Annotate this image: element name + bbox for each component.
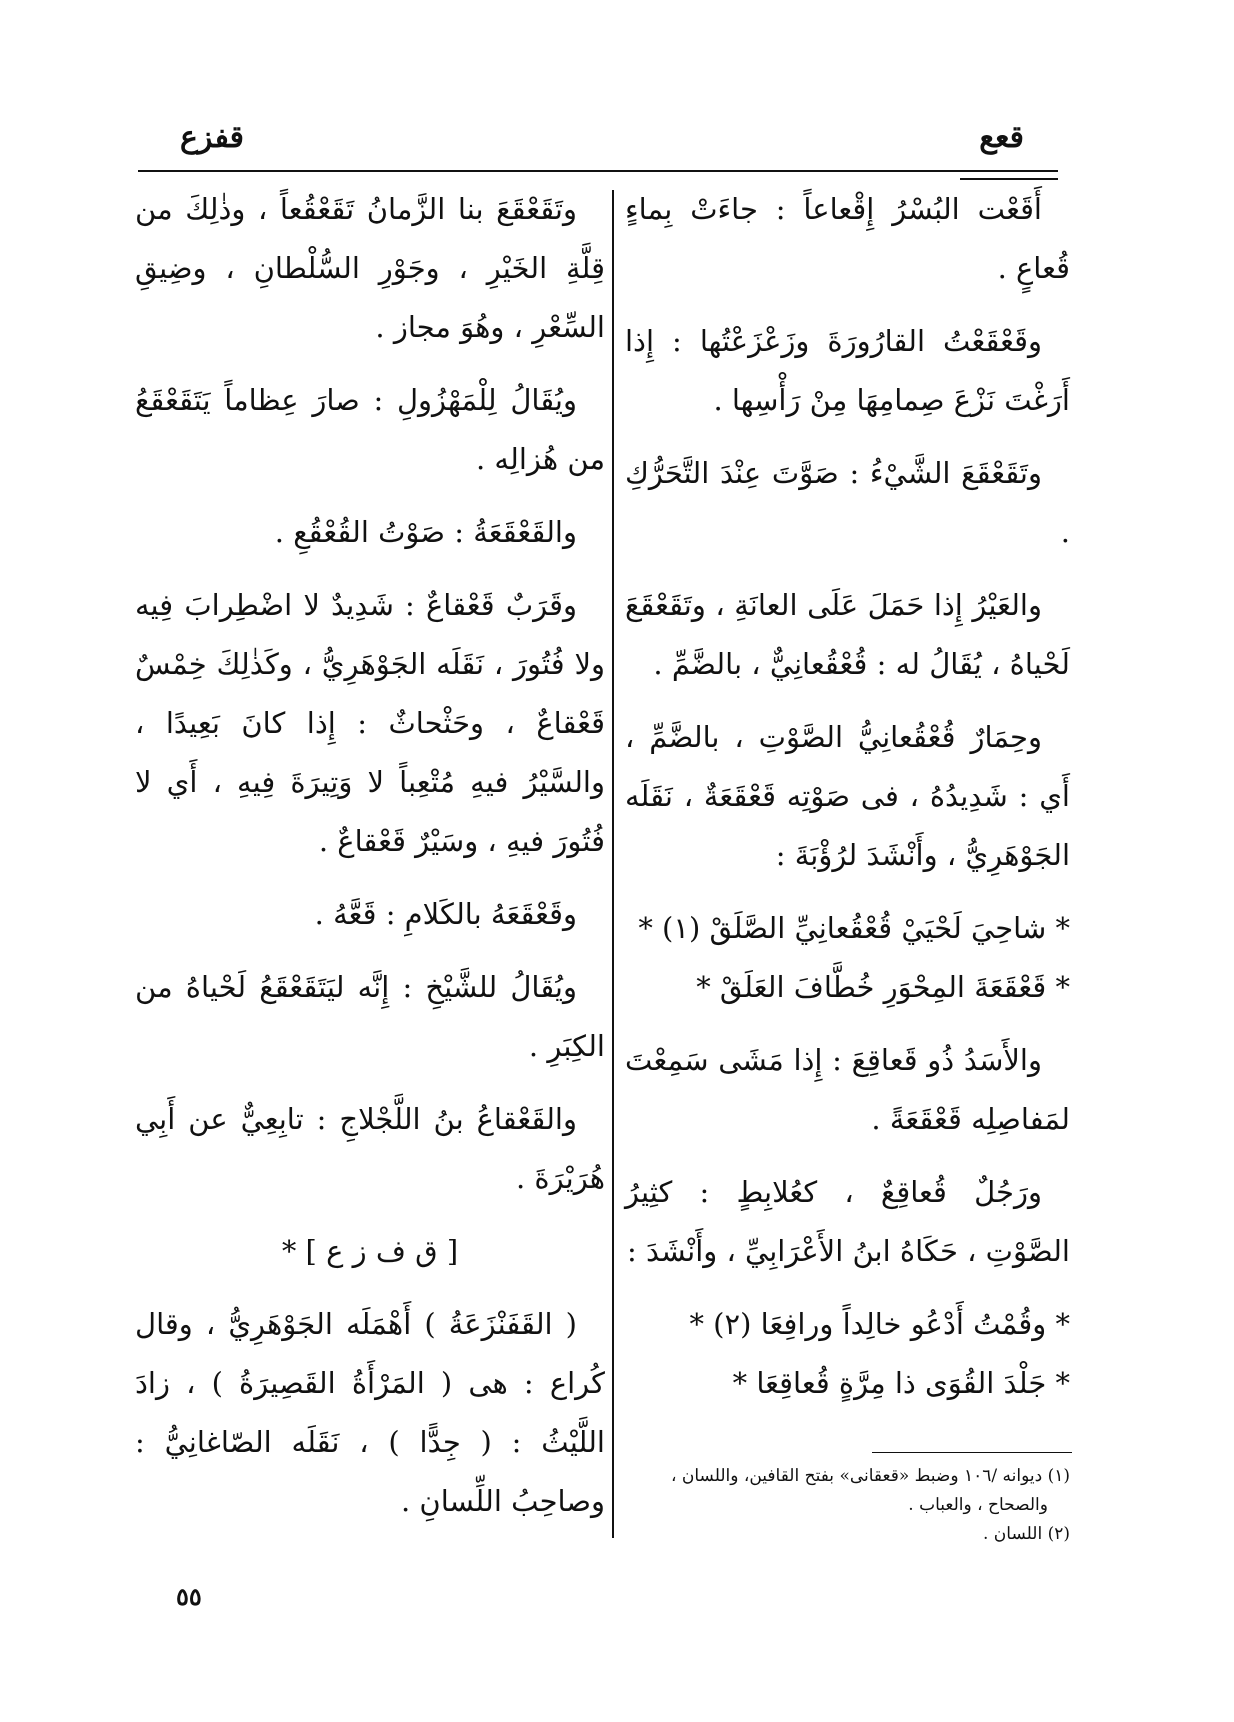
- verse-line: * جَلْدَ القُوَى ذا مِرَّةٍ قُعاقِعَا *: [732, 1366, 1070, 1400]
- verse-line: * شاحِيَ لَحْيَيْ قُعْقُعانِيِّ الصَّلَقْ (١) *: [638, 911, 1070, 945]
- paragraph: ( القَفَنْزَعَةُ ) أَهْمَلَه الجَوْهَرِيُّ ، وقال كُراع : هى ( المَرْأَةُ القَصِيرَةُ ) ، زادَ اللَّيْثُ : ( جِدًّا ) ، نَقَلَه الصّاغانِيُّ : وصاحِبُ اللِّسانِ .: [135, 1307, 605, 1518]
- entry-heading: [ ق ف ز ع ] *: [281, 1234, 459, 1268]
- paragraph: والقَعْقَعَةُ : صَوْتُ القُعْقُعِ .: [274, 515, 577, 549]
- header-keyword-right: قعع: [979, 120, 1024, 155]
- column-divider: [612, 190, 614, 1538]
- paragraph: وقَرَبٌ قَعْقاعٌ : شَدِيدٌ لا اضْطِرابَ فِيه ولا فُتُورَ ، نَقَلَه الجَوْهَرِيُّ ، وكَذٰلِكَ خِمْسٌ قَعْقاعٌ ، وحَثْحاثٌ : إِذا كانَ بَعِيدًا ، والسَّيْرُ فيهِ مُتْعِباً لا وَتِيرَةَ فِيهِ ، أَي لا فُتُورَ فيهِ ، وسَيْرٌ قَعْقاعٌ .: [135, 588, 605, 858]
- header-rule: [138, 170, 1058, 172]
- footnote-rule: [872, 1452, 1072, 1453]
- verse-block: [625, 899, 1070, 1017]
- header-keyword-left: قفزع: [180, 120, 244, 155]
- paragraph: وقَعْقَعَهُ بالكَلامِ : قَعَّهُ .: [314, 897, 577, 931]
- footnotes: [625, 1462, 1070, 1549]
- paragraph: ويُقَالُ لِلْمَهْزُولِ : صارَ عِظاماً يَتَقَعْقَعُ من هُزالِه .: [135, 383, 605, 476]
- page-number: ٥٥: [176, 1582, 202, 1611]
- paragraph: أَقَعْت البُسْرُ إِقْعاعاً : جاءَتْ بِماءٍ قُعاعٍ .: [625, 192, 1070, 285]
- paragraph: والقَعْقاعُ بنُ اللَّجْلاجِ : تابِعِيٌّ عن أَبِي هُرَيْرَةَ .: [135, 1102, 605, 1195]
- verse-line: * قَعْقَعَةَ المِحْوَرِ خُطَّافَ العَلَقْ *: [696, 970, 1070, 1004]
- paragraph: وقَعْقَعْتُ القارُورَةَ وزَعْزَعْتُها : إِذا أَرَغْتَ نَزْعَ صِمامِهَا مِنْ رَأْسِها .: [625, 324, 1070, 417]
- footnote-1-continued: والصحاح ، والعباب .: [908, 1495, 1048, 1515]
- right-column: [625, 180, 1070, 1427]
- paragraph: والأَسَدُ ذُو قَعاقِعَ : إِذا مَشَى سَمِعْتَ لمَفاصِلِه قَعْقَعَةً .: [625, 1043, 1070, 1136]
- paragraph: وتَقَعْقَعَ بنا الزَّمانُ تَقَعْقُعاً ، وذٰلِكَ من قِلَّةِ الخَيْرِ ، وجَوْرِ السُّلْطانِ ، وضِيقِ السِّعْرِ ، وهُوَ مجاز .: [135, 192, 605, 344]
- footnote-2: (٢) اللسان .: [983, 1524, 1070, 1544]
- paragraph: ورَجُلٌ قُعاقِعٌ ، كعُلابِطٍ : كثِيرُ الصَّوْتِ ، حَكَاهُ ابنُ الأَعْرَابِيِّ ، وأَنْشَدَ :: [625, 1175, 1070, 1268]
- verse-block: [625, 1295, 1070, 1413]
- paragraph: والعَيْرُ إِذا حَمَلَ عَلَى العانَةِ ، وتَقَعْقَعَ لَحْياهُ ، يُقَالُ له : قُعْقُعانِيٌّ ، بالضَّمِّ .: [625, 588, 1070, 681]
- verse-line: * وقُمْتُ أَدْعُو خالِداً ورافِعَا (٢) *: [689, 1307, 1070, 1341]
- footnote-1: (١) ديوانه /١٠٦ وضبط «قعقانى» بفتح القافين، واللسان ،: [670, 1466, 1070, 1486]
- paragraph: وتَقَعْقَعَ الشَّيْءُ : صَوَّتَ عِنْدَ التَّحَرُّكِ .: [625, 456, 1070, 549]
- paragraph: ويُقَالُ للشَّيْخِ : إِنَّه ليَتَقَعْقَعُ لَحْياهُ من الكِبَرِ .: [135, 970, 605, 1063]
- left-column: [135, 180, 605, 1545]
- paragraph: وحِمَارٌ قُعْقُعانِيُّ الصَّوْتِ ، بالضَّمِّ ، أَي : شَدِيدُهُ ، فى صَوْتِه قَعْقَعَةٌ ، نَقَلَه الجَوْهَرِيُّ ، وأَنْشَدَ لرُؤْبَةَ :: [625, 720, 1070, 872]
